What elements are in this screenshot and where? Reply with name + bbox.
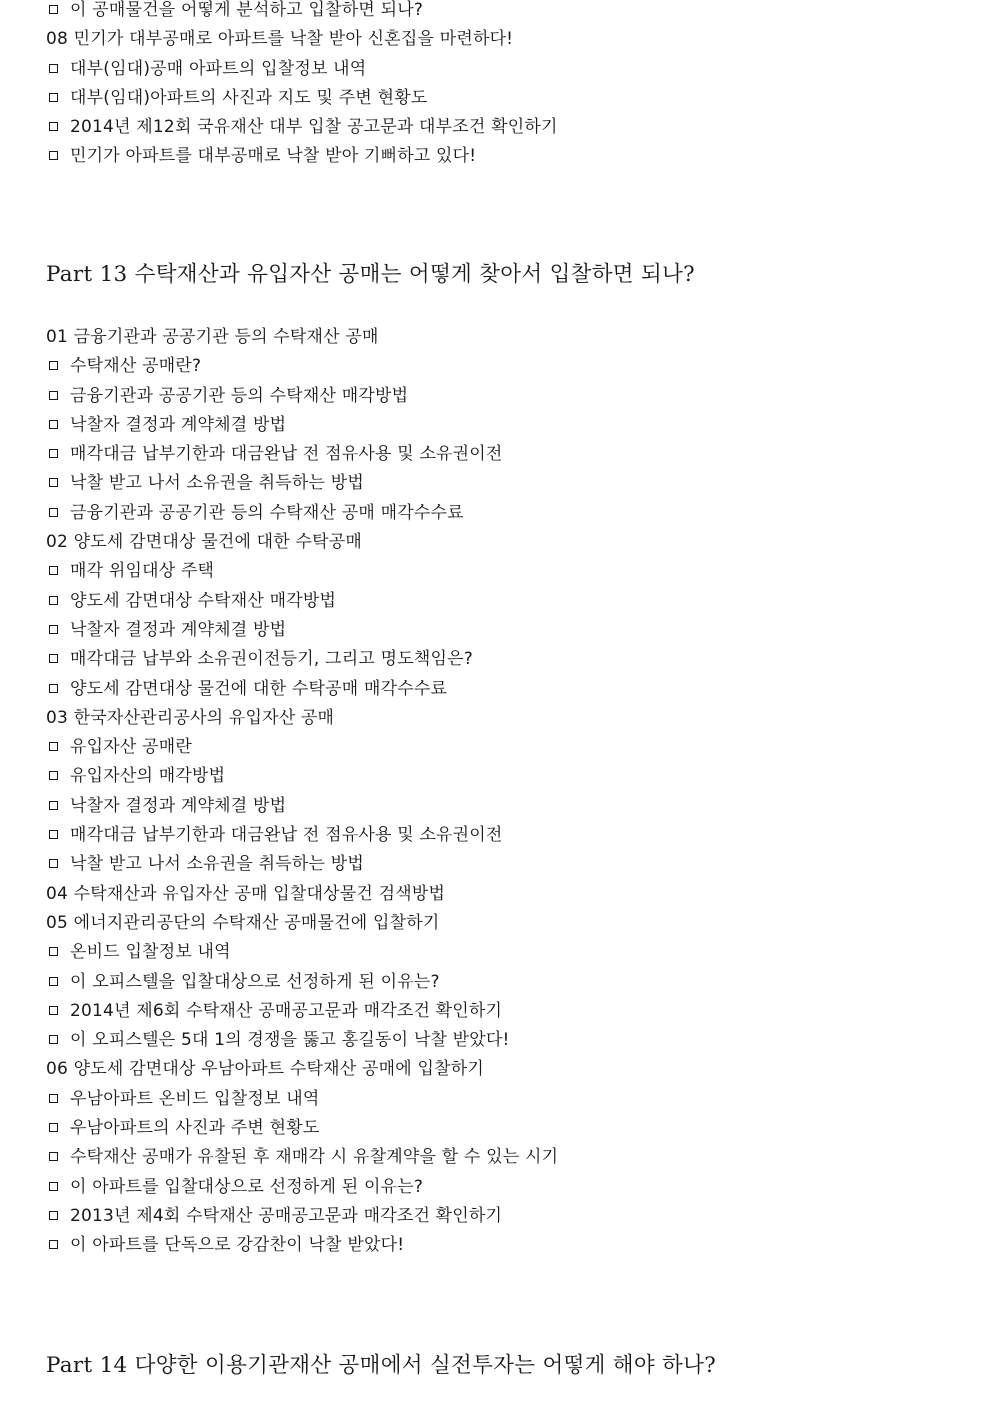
toc-bullet-item: 이 공매물건을 어떻게 분석하고 입찰하면 되나?: [46, 0, 946, 25]
toc-bullet-item: 낙찰자 결정과 계약체결 방법: [46, 616, 946, 645]
toc-bullet-item: 매각 위임대상 주택: [46, 557, 946, 586]
toc-bullet-item: 양도세 감면대상 물건에 대한 수탁공매 매각수수료: [46, 675, 946, 704]
toc-section-heading: 04 수탁재산과 유입자산 공매 입찰대상물건 검색방법: [46, 883, 446, 904]
toc-bullet-item: 수탁재산 공매가 유찰된 후 재매각 시 유찰계약을 할 수 있는 시기: [46, 1143, 946, 1172]
toc-section-heading: 08 민기가 대부공매로 아파트를 낙찰 받아 신혼집을 마련하다!: [46, 29, 514, 50]
part-13-title: Part 13 수탁재산과 유입자산 공매는 어떻게 찾아서 입찰하면 되나?: [46, 262, 695, 287]
toc-bullet-item: 금융기관과 공공기관 등의 수탁재산 매각방법: [46, 382, 946, 411]
toc-bullet-item: 유입자산 공매란: [46, 733, 946, 762]
toc-bullet-item: 우남아파트의 사진과 주변 현황도: [46, 1114, 946, 1143]
toc-bullet-item: 유입자산의 매각방법: [46, 762, 946, 791]
toc-bullet-item: 낙찰 받고 나서 소유권을 취득하는 방법: [46, 850, 946, 879]
toc-section-heading: 02 양도세 감면대상 물건에 대한 수탁공매: [46, 532, 363, 553]
toc-bullet-item: 2014년 제12회 국유재산 대부 입찰 공고문과 대부조건 확인하기: [46, 113, 946, 142]
toc-section-heading: 06 양도세 감면대상 우남아파트 수탁재산 공매에 입찰하기: [46, 1059, 484, 1080]
toc-bullet-item: 2014년 제6회 수탁재산 공매공고문과 매각조건 확인하기: [46, 997, 946, 1026]
toc-block-part13: [46, 323, 946, 1261]
toc-bullet-item: 이 아파트를 단독으로 강감찬이 낙찰 받았다!: [46, 1231, 946, 1260]
toc-bullet-item: 낙찰 받고 나서 소유권을 취득하는 방법: [46, 469, 946, 498]
toc-bullet-item: 대부(임대)아파트의 사진과 지도 및 주변 현황도: [46, 84, 946, 113]
toc-bullet-item: 수탁재산 공매란?: [46, 352, 946, 381]
toc-bullet-item: 이 오피스텔은 5대 1의 경쟁을 뚫고 홍길동이 낙찰 받았다!: [46, 1026, 946, 1055]
toc-bullet-item: 온비드 입찰정보 내역: [46, 938, 946, 967]
toc-bullet-item: 매각대금 납부기한과 대금완납 전 점유사용 및 소유권이전: [46, 821, 946, 850]
toc-bullet-item: 금융기관과 공공기관 등의 수탁재산 공매 매각수수료: [46, 499, 946, 528]
toc-bullet-item: 민기가 아파트를 대부공매로 낙찰 받아 기뻐하고 있다!: [46, 142, 946, 171]
toc-bullet-item: 양도세 감면대상 수탁재산 매각방법: [46, 587, 946, 616]
toc-bullet-item: 낙찰자 결정과 계약체결 방법: [46, 411, 946, 440]
toc-section-heading: 03 한국자산관리공사의 유입자산 공매: [46, 707, 335, 728]
toc-bullet-item: 대부(임대)공매 아파트의 입찰정보 내역: [46, 55, 946, 84]
toc-section-heading: 01 금융기관과 공공기관 등의 수탁재산 공매: [46, 327, 379, 347]
toc-section-heading: 05 에너지관리공단의 수탁재산 공매물건에 입찰하기: [46, 912, 440, 933]
toc-bullet-item: 2013년 제4회 수탁재산 공매공고문과 매각조건 확인하기: [46, 1202, 946, 1231]
toc-bullet-item: 이 아파트를 입찰대상으로 선정하게 된 이유는?: [46, 1173, 946, 1202]
toc-bullet-item: 매각대금 납부와 소유권이전등기, 그리고 명도책임은?: [46, 645, 946, 674]
toc-block-part12-end: [46, 0, 946, 172]
toc-bullet-item: 낙찰자 결정과 계약체결 방법: [46, 792, 946, 821]
toc-bullet-item: 매각대금 납부기한과 대금완납 전 점유사용 및 소유권이전: [46, 440, 946, 469]
toc-bullet-item: 이 오피스텔을 입찰대상으로 선정하게 된 이유는?: [46, 968, 946, 997]
toc-bullet-item: 우남아파트 온비드 입찰정보 내역: [46, 1085, 946, 1114]
part-14-title: Part 14 다양한 이용기관재산 공매에서 실전투자는 어떻게 해야 하나?: [46, 1353, 717, 1378]
